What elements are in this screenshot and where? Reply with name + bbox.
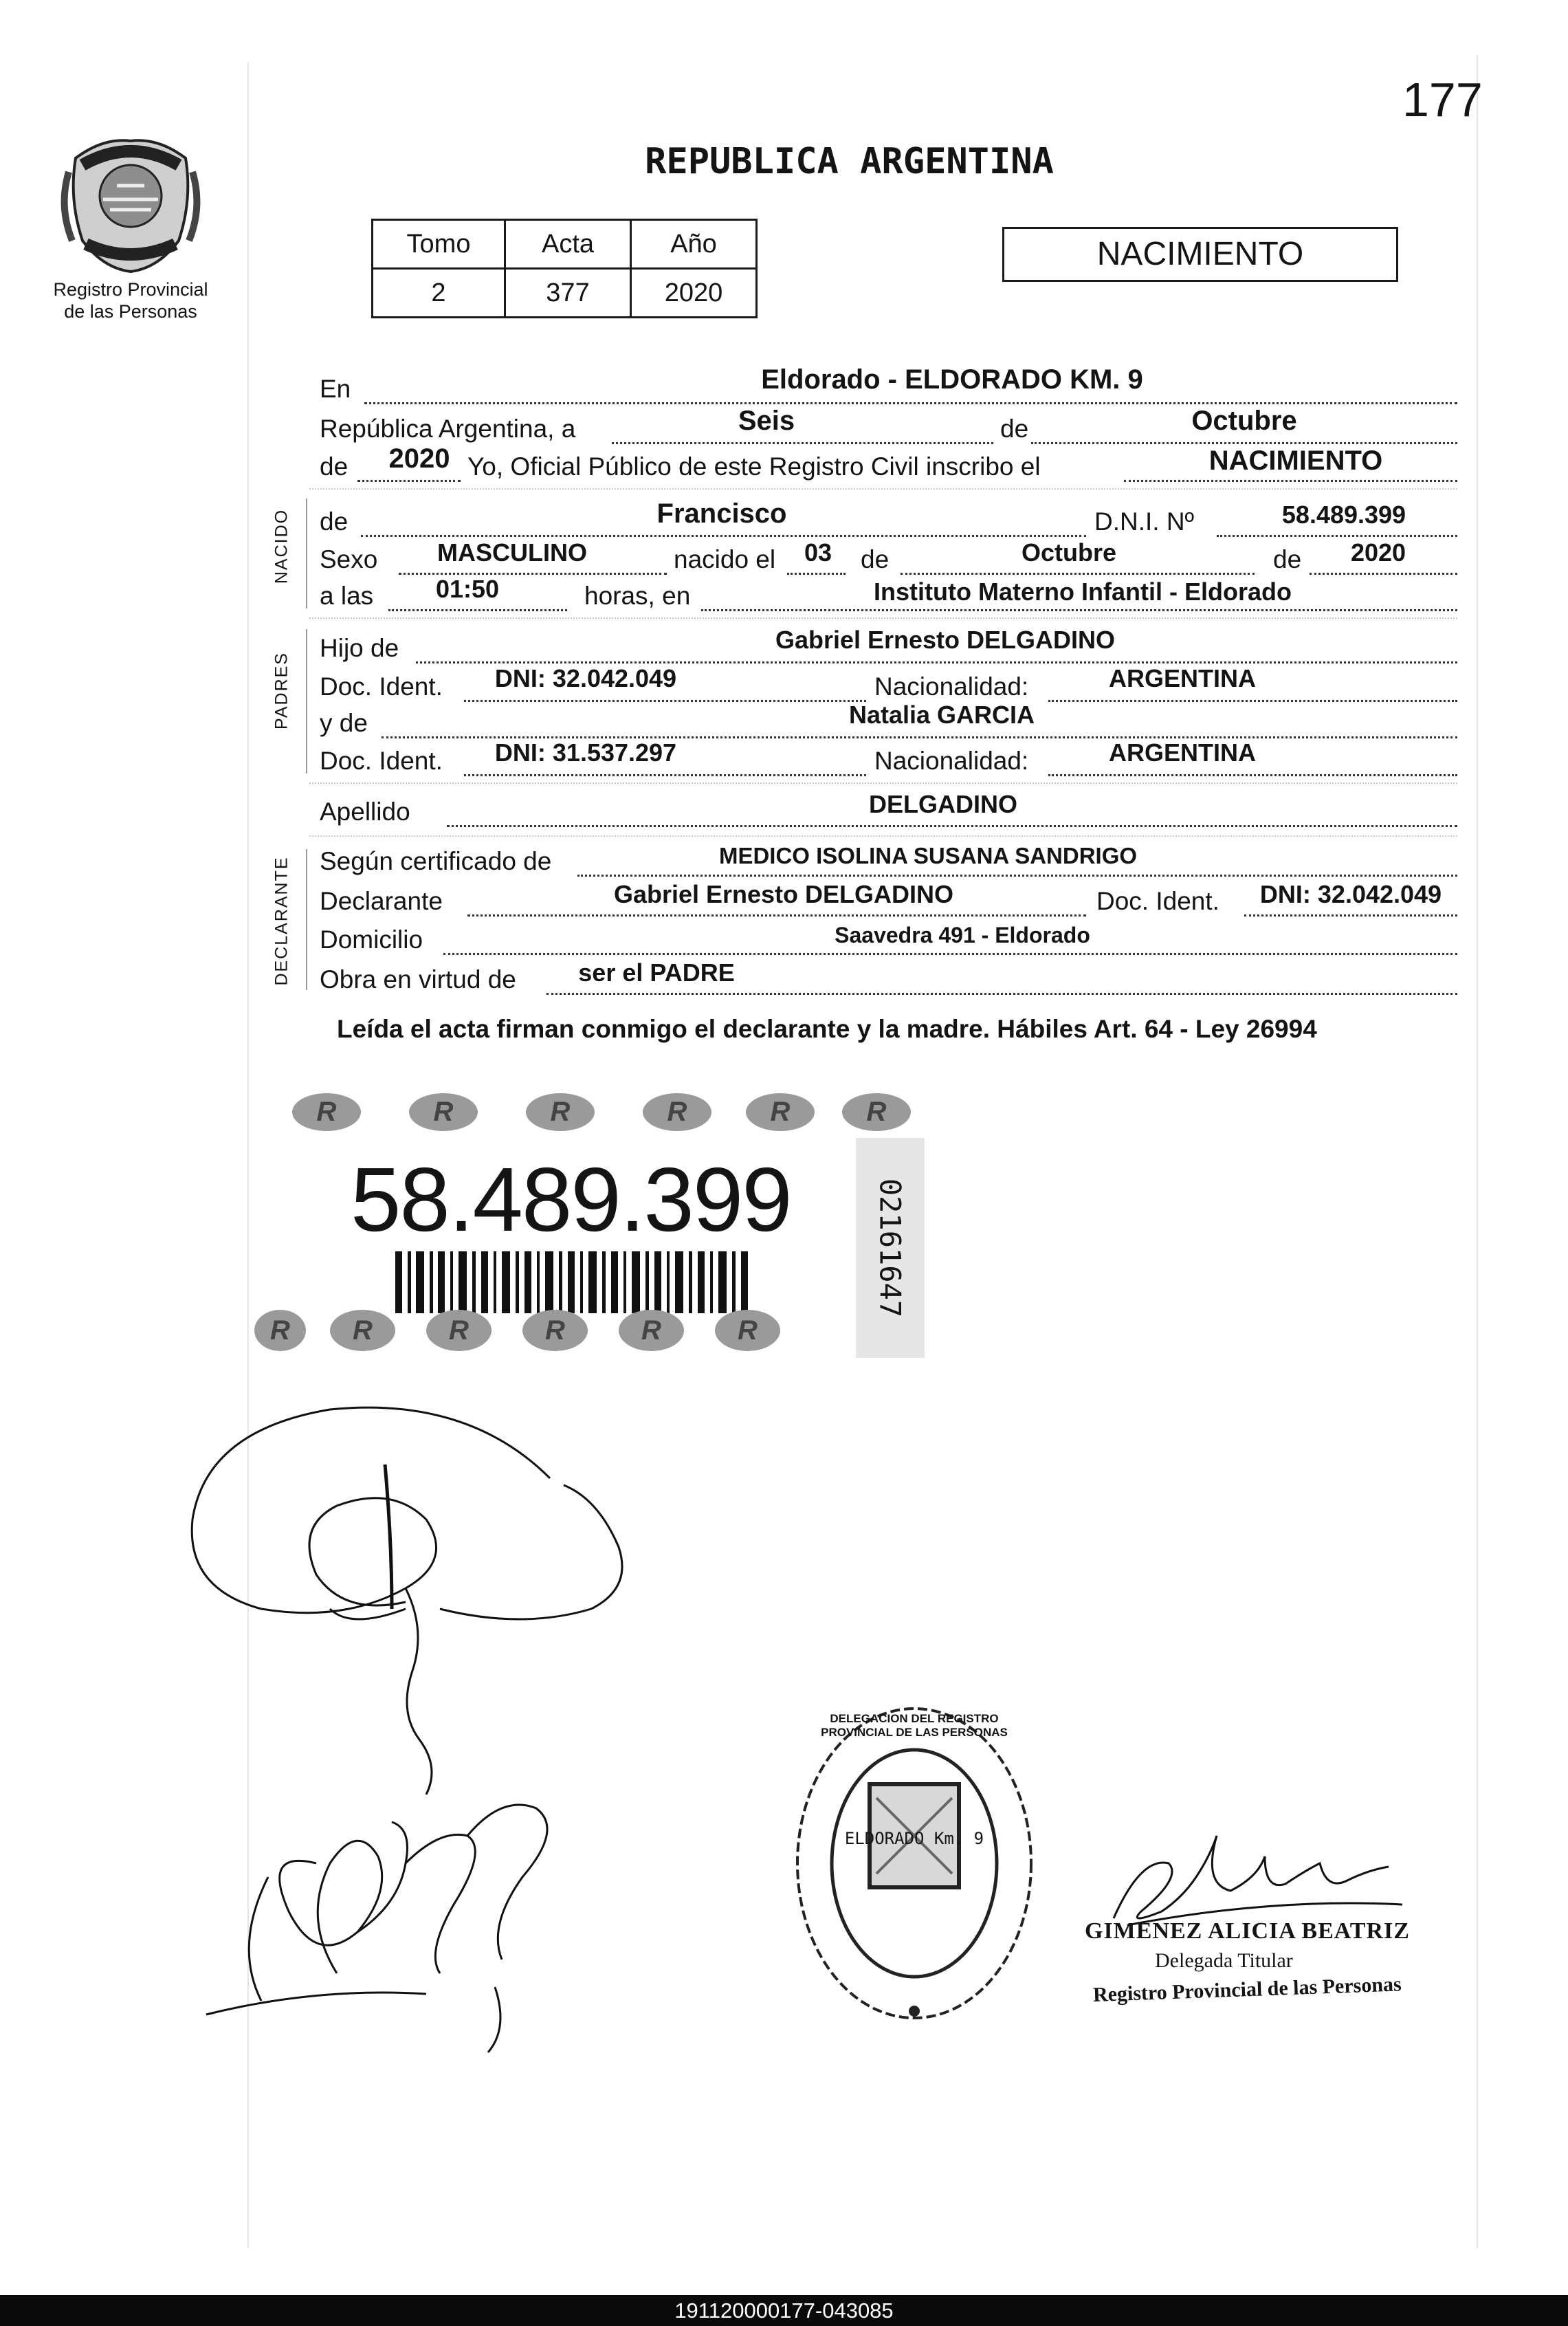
birth-year-value: 2020 bbox=[1350, 538, 1406, 567]
dotted-line bbox=[1124, 480, 1457, 482]
watermark-r: R bbox=[292, 1093, 361, 1131]
doc-ident-label: Doc. Ident. bbox=[1096, 887, 1219, 915]
section-bar bbox=[306, 849, 307, 990]
de-label: de bbox=[861, 545, 890, 573]
stamp-inner-text: ELDORADO Km. 9 bbox=[844, 1829, 984, 1848]
address-value: Saavedra 491 - Eldorado bbox=[835, 923, 1090, 947]
section-separator bbox=[309, 617, 1457, 619]
dotted-line bbox=[546, 993, 1457, 995]
registry-header-anio: Año bbox=[631, 220, 757, 269]
institution-name-line1: Registro Provincial bbox=[53, 279, 208, 300]
nacionalidad-label: Nacionalidad: bbox=[874, 747, 1029, 775]
a-las-label: a las bbox=[320, 582, 374, 610]
declarante-name-value: Gabriel Ernesto DELGADINO bbox=[613, 880, 954, 908]
father-nationality-value: ARGENTINA bbox=[1109, 664, 1256, 692]
watermark-row bbox=[292, 1093, 980, 1141]
dotted-line bbox=[1031, 442, 1457, 444]
declarante-doc-value: DNI: 32.042.049 bbox=[1259, 880, 1442, 908]
nacionalidad-label: Nacionalidad: bbox=[874, 672, 1029, 701]
dotted-line bbox=[1217, 535, 1457, 537]
dotted-line bbox=[443, 953, 1457, 955]
sexo-label: Sexo bbox=[320, 545, 378, 573]
dotted-line bbox=[388, 609, 567, 611]
y-de-label: y de bbox=[320, 709, 368, 737]
watermark-r: R bbox=[254, 1310, 306, 1351]
sticker-serial: 02161647 bbox=[873, 1178, 907, 1318]
dotted-line bbox=[467, 914, 1086, 917]
doc-ident-label: Doc. Ident. bbox=[320, 672, 443, 701]
signatory-name: GIMENEZ ALICIA BEATRIZ bbox=[1085, 1918, 1410, 1944]
watermark-r: R bbox=[619, 1310, 684, 1351]
dotted-line bbox=[1048, 700, 1457, 702]
section-separator bbox=[309, 835, 1457, 837]
registry-tomo: 2 bbox=[373, 269, 505, 318]
watermark-r: R bbox=[715, 1310, 780, 1351]
watermark-r: R bbox=[842, 1093, 911, 1131]
dotted-line bbox=[701, 609, 1457, 611]
dotted-line bbox=[357, 480, 461, 482]
watermark-r: R bbox=[409, 1093, 478, 1131]
republica-label: República Argentina, a bbox=[320, 415, 576, 443]
section-separator bbox=[309, 782, 1457, 784]
de-label: de bbox=[320, 452, 349, 481]
dotted-line bbox=[361, 535, 1086, 537]
birth-day-value: 03 bbox=[804, 538, 832, 567]
declarante-label: Declarante bbox=[320, 887, 443, 915]
dotted-line bbox=[464, 700, 866, 702]
hijo-de-label: Hijo de bbox=[320, 634, 399, 662]
de-label: de bbox=[320, 507, 349, 536]
segun-certificado-label: Según certificado de bbox=[320, 847, 552, 875]
dotted-line bbox=[464, 774, 866, 776]
year-value: 2020 bbox=[388, 443, 450, 474]
registry-anio: 2020 bbox=[631, 269, 757, 318]
dni-label: D.N.I. Nº bbox=[1094, 507, 1195, 536]
dotted-line bbox=[416, 661, 1457, 663]
act-type-value: NACIMIENTO bbox=[1208, 446, 1383, 476]
institution-name-line2: de las Personas bbox=[64, 301, 197, 322]
en-label: En bbox=[320, 375, 351, 403]
declarant-signature bbox=[179, 1382, 660, 2056]
mother-nationality-value: ARGENTINA bbox=[1109, 738, 1256, 767]
closing-text: Leída el acta firman conmigo el declarante y la madre. Hábiles Art. 64 - Ley 26994 bbox=[337, 1015, 1317, 1043]
horas-en-label: horas, en bbox=[584, 582, 691, 610]
dotted-line bbox=[1244, 914, 1457, 917]
de-label: de bbox=[1000, 415, 1029, 443]
apellido-value: DELGADINO bbox=[869, 790, 1017, 818]
dni-sticker bbox=[254, 1093, 942, 1358]
father-name-value: Gabriel Ernesto DELGADINO bbox=[775, 626, 1116, 654]
domicilio-label: Domicilio bbox=[320, 925, 423, 954]
place-value: Eldorado - ELDORADO KM. 9 bbox=[761, 364, 1143, 395]
dotted-line bbox=[612, 442, 993, 444]
mother-doc-value: DNI: 31.537.297 bbox=[494, 738, 677, 767]
stamp-outer-text: DELEGACION DEL REGISTRO PROVINCIAL DE LAS PERSONAS bbox=[821, 1712, 1008, 1739]
section-bar bbox=[306, 498, 307, 608]
record-type-box: NACIMIENTO bbox=[1002, 227, 1398, 282]
father-doc-value: DNI: 32.042.049 bbox=[494, 664, 677, 692]
sticker-dni-number: 58.489.399 bbox=[351, 1149, 791, 1250]
watermark-r: R bbox=[522, 1310, 588, 1351]
signatory-role: Delegada Titular bbox=[1155, 1949, 1293, 1972]
serial-strip bbox=[856, 1138, 925, 1358]
birthplace-value: Instituto Materno Infantil - Eldorado bbox=[874, 578, 1292, 606]
dotted-line bbox=[787, 573, 846, 575]
month-word-value: Octubre bbox=[1191, 406, 1297, 436]
dotted-line bbox=[447, 825, 1457, 827]
doc-ident-label: Doc. Ident. bbox=[320, 747, 443, 775]
signatory-institution: Registro Provincial de las Personas bbox=[1092, 1973, 1402, 2006]
oficial-text: Yo, Oficial Público de este Registro Civil inscribo el bbox=[467, 452, 1041, 481]
apellido-label: Apellido bbox=[320, 798, 410, 826]
dotted-line bbox=[577, 875, 1457, 877]
section-label-declarante: DECLARANTE bbox=[272, 856, 291, 986]
day-word-value: Seis bbox=[738, 406, 795, 436]
obra-en-virtud-label: Obra en virtud de bbox=[320, 965, 516, 994]
watermark-r: R bbox=[746, 1093, 815, 1131]
birth-month-value: Octubre bbox=[1021, 538, 1117, 567]
dotted-line bbox=[901, 573, 1255, 575]
nacido-el-label: nacido el bbox=[674, 545, 776, 573]
watermark-r: R bbox=[526, 1093, 595, 1131]
registry-table bbox=[371, 219, 758, 318]
registry-acta: 377 bbox=[505, 269, 631, 318]
barcode-icon bbox=[395, 1251, 753, 1313]
child-dni-value: 58.489.399 bbox=[1281, 501, 1406, 529]
de-label: de bbox=[1273, 545, 1302, 573]
watermark-row bbox=[254, 1310, 846, 1358]
delegate-signature bbox=[1100, 1815, 1416, 1932]
dotted-line bbox=[364, 402, 1457, 404]
section-bar bbox=[306, 629, 307, 773]
registry-header-tomo: Tomo bbox=[373, 220, 505, 269]
watermark-r: R bbox=[330, 1310, 395, 1351]
registry-header-acta: Acta bbox=[505, 220, 631, 269]
section-label-nacido: NACIDO bbox=[272, 508, 291, 584]
birth-time-value: 01:50 bbox=[435, 575, 500, 603]
page-number: 177 bbox=[1402, 73, 1483, 127]
official-stamp bbox=[791, 1702, 1038, 2025]
reason-value: ser el PADRE bbox=[578, 958, 735, 987]
section-separator bbox=[309, 488, 1457, 490]
watermark-r: R bbox=[426, 1310, 492, 1351]
scan-line bbox=[1477, 55, 1478, 2248]
footer-code-bar: 191120000177-043085 bbox=[0, 2295, 1568, 2326]
dotted-line bbox=[1310, 573, 1457, 575]
country-title: REPUBLICA ARGENTINA bbox=[645, 141, 1054, 182]
dotted-line bbox=[1048, 774, 1457, 776]
watermark-r: R bbox=[643, 1093, 711, 1131]
section-label-padres: PADRES bbox=[272, 652, 291, 729]
sexo-value: MASCULINO bbox=[437, 538, 587, 567]
star-icon bbox=[909, 2006, 920, 2017]
child-name-value: Francisco bbox=[656, 498, 787, 529]
mother-name-value: Natalia GARCIA bbox=[848, 701, 1035, 729]
certificate-value: MEDICO ISOLINA SUSANA SANDRIGO bbox=[718, 843, 1138, 868]
